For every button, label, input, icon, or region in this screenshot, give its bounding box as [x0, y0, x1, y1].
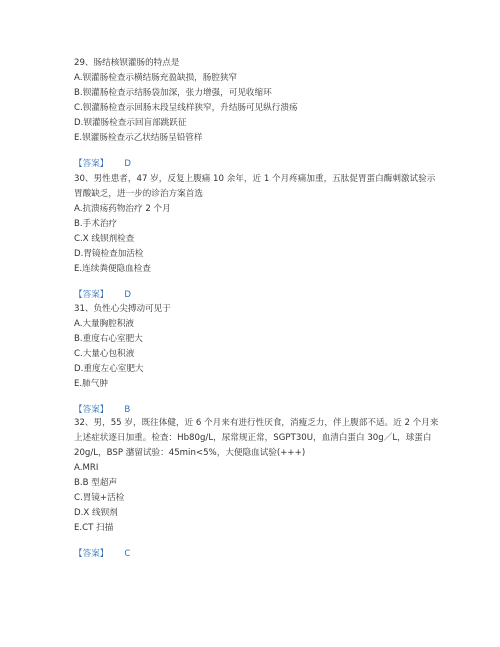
option-e: E.CT 扫描: [74, 523, 114, 533]
answer-value: C: [124, 549, 131, 559]
question-30: [74, 172, 442, 303]
option-c: C.大量心包积液: [74, 349, 135, 359]
question-stem: 29、肠结核钡灌肠的特点是: [74, 58, 180, 68]
option-e: E.连续粪便隐血检查: [74, 264, 151, 274]
question-32: [74, 416, 442, 562]
answer-value: D: [124, 159, 132, 169]
question-stem: 30、男性患者，47 岁，反复上腹痛 10 余年，近 1 个月疼痛加重，五肽促胃蛋白酶刺激试验示胃酸缺乏，进一步的诊治方案首选: [74, 174, 436, 199]
answer-line: [74, 547, 442, 562]
answer-tag: 【答案】: [74, 290, 109, 300]
option-c: C.X 线钡剂检查: [74, 234, 135, 244]
option-a: A.大量胸腔积液: [74, 319, 135, 329]
option-b: B.钡灌肠检查示结肠袋加深，张力增强，可见收缩环: [74, 88, 272, 98]
question-stem: 32、男，55 岁，既往体健，近 6 个月来有进行性厌食，消瘦乏力，伴上腹部不适。近 2 个月来上述症状逐日加重。检查：Hb80g/L，尿常规正常，SGPT30U，血清白蛋白 30g／L，球蛋白 20g/L，BSP 潴留试验：45min<5%，大便隐血试验(+++): [74, 418, 439, 458]
answer-line: [74, 288, 442, 303]
question-29: [74, 56, 442, 172]
option-e: E.肺气肿: [74, 379, 108, 389]
question-31: [74, 302, 442, 418]
answer-tag: 【答案】: [74, 549, 109, 559]
question-stem: 31、负性心尖搏动可见于: [74, 304, 171, 314]
option-b: B.重度右心室肥大: [74, 334, 143, 344]
option-c: C.胃镜+活检: [74, 493, 125, 503]
answer-value: D: [124, 290, 132, 300]
answer-line: [74, 157, 442, 172]
option-d: D.X 线钡剂: [74, 508, 118, 518]
option-d: D.钡灌肠检查示回盲部跳跃征: [74, 118, 187, 128]
option-a: A.MRI: [74, 463, 99, 473]
option-a: A.钡灌肠检查示横结肠充盈缺损，肠腔狭窄: [74, 73, 238, 83]
option-c: C.钡灌肠检查示回肠末段呈线样狭窄，升结肠可见纵行溃疡: [74, 103, 298, 113]
option-e: E.钡灌肠检查示乙状结肠呈铅管样: [74, 133, 203, 143]
option-b: B.手术治疗: [74, 219, 118, 229]
answer-value: B: [124, 405, 131, 415]
answer-tag: 【答案】: [74, 159, 109, 169]
option-d: D.胃镜检查加活检: [74, 249, 144, 259]
option-d: D.重度左心室肥大: [74, 364, 144, 374]
option-a: A.抗溃疡药物治疗 2 个月: [74, 204, 171, 214]
answer-tag: 【答案】: [74, 405, 109, 415]
option-b: B.B 型超声: [74, 478, 118, 488]
